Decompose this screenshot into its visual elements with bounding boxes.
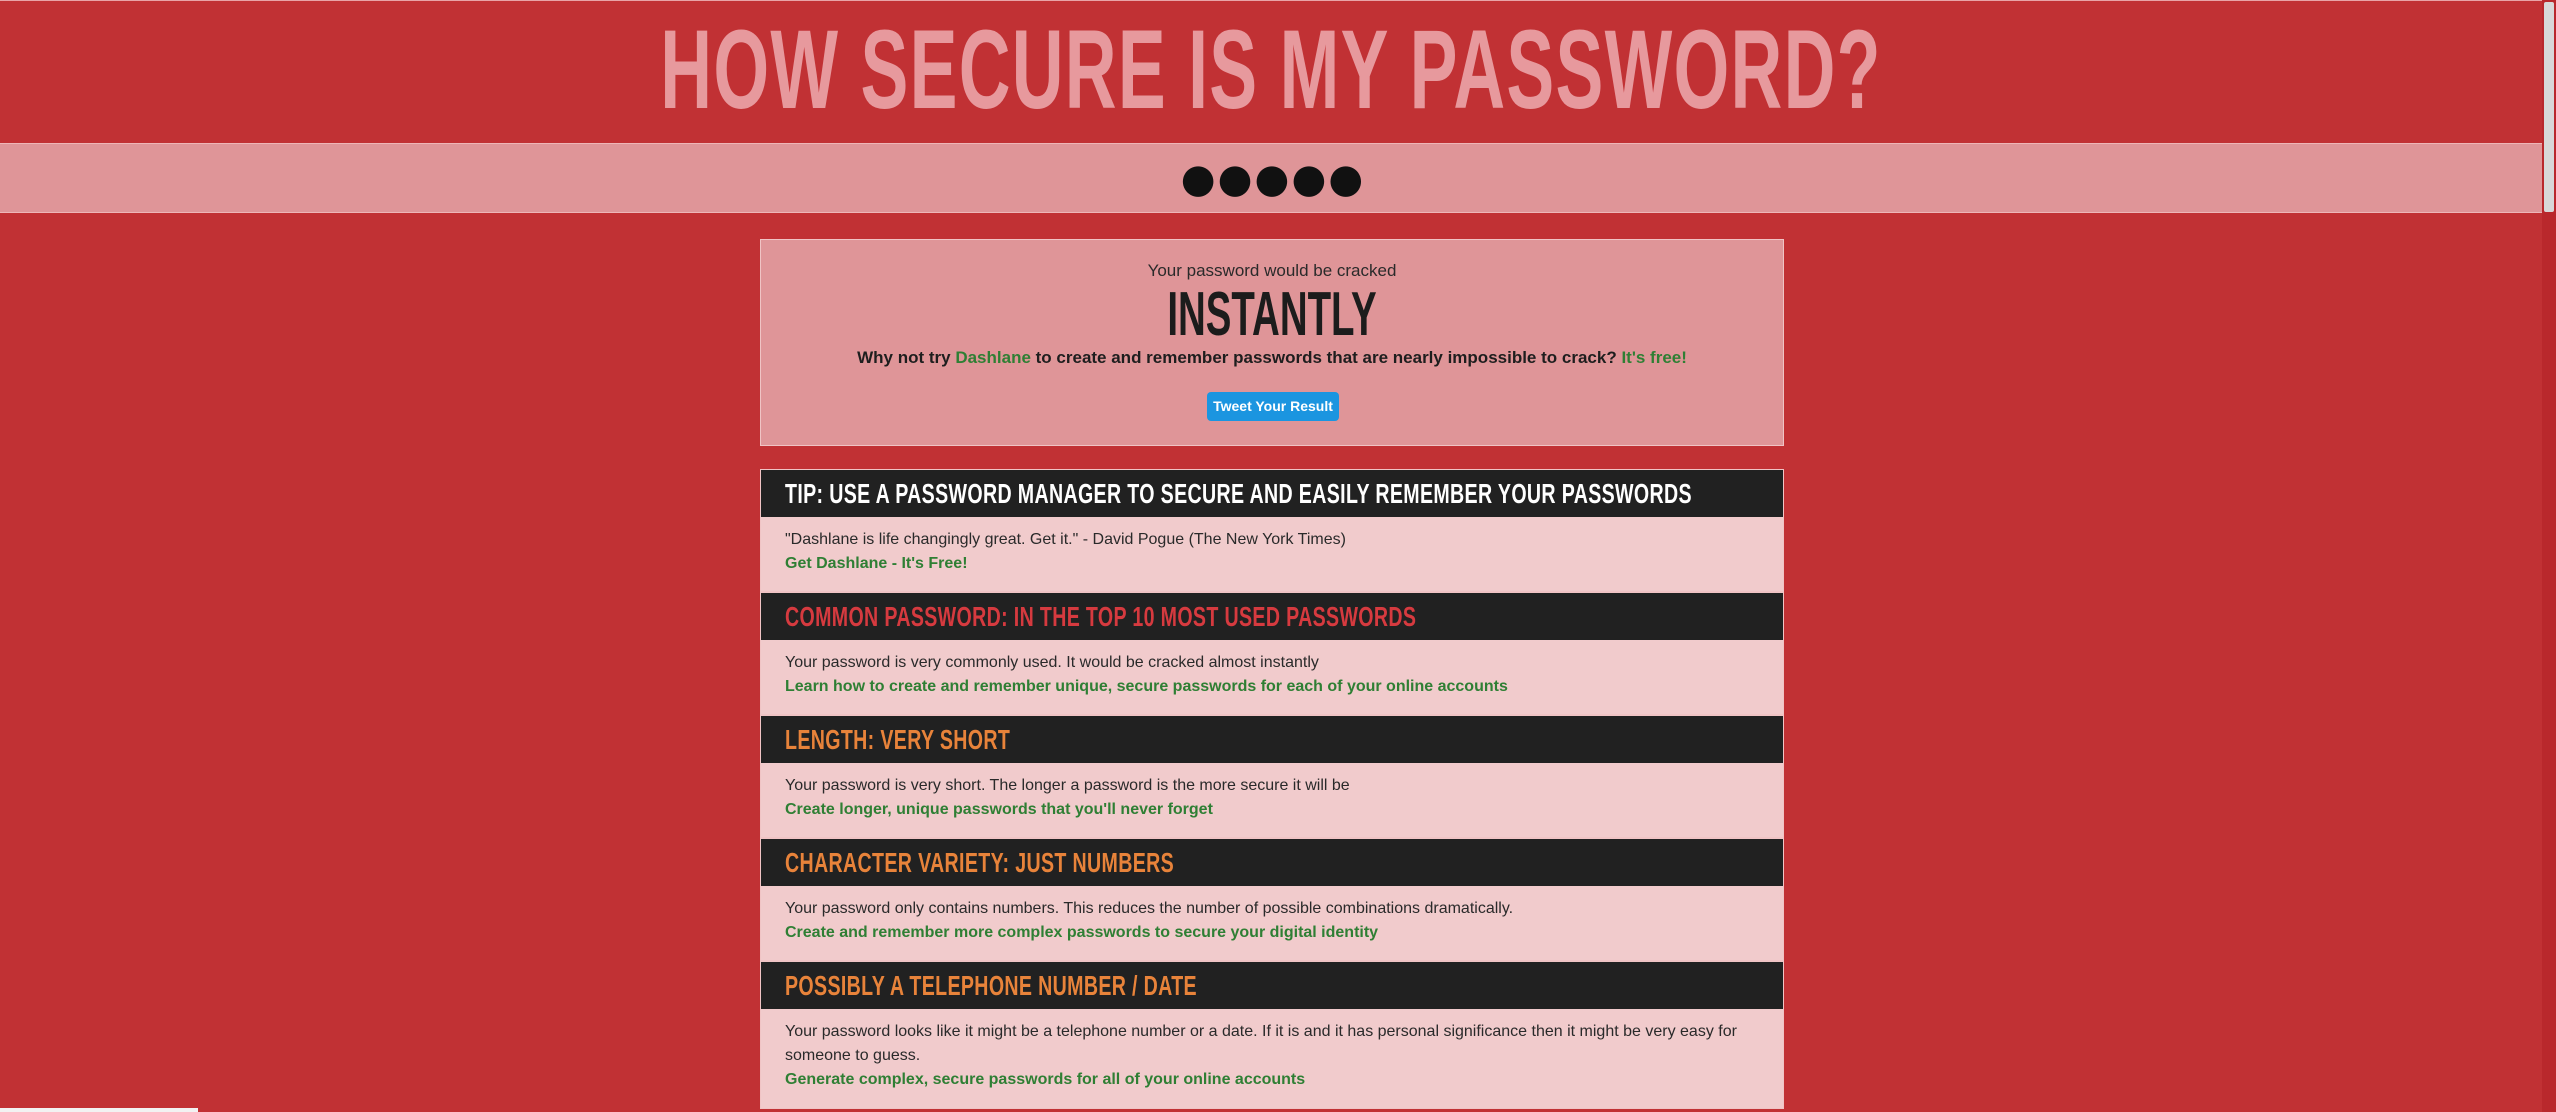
section-link[interactable]: Learn how to create and remember unique, secure passwords for each of your online accounts [785, 678, 1508, 695]
its-free-link[interactable]: It's free! [1621, 348, 1687, 367]
section-title: CHARACTER VARIETY: JUST NUMBERS [785, 847, 1175, 878]
result-line: Your password would be cracked [1147, 261, 1397, 280]
promo-text-middle: to create and remember passwords that are nearly impossible to crack? [1030, 348, 1622, 367]
section-header [760, 592, 1784, 640]
section-text: Your password is very commonly used. It would be cracked almost instantly [785, 654, 1319, 671]
promo-text-before: Why not try [857, 348, 956, 367]
result-box [760, 239, 1784, 446]
section-length [760, 715, 1784, 838]
crack-time: INSTANTLY [1167, 280, 1377, 349]
section-text: Your password is very short. The longer a password is the more secure it will be [785, 777, 1350, 794]
section-title: TIP: USE A PASSWORD MANAGER TO SECURE AND EASILY REMEMBER YOUR PASSWORDS [785, 478, 1692, 509]
section-link[interactable]: Create longer, unique passwords that you'll never forget [785, 801, 1213, 818]
section-common-password [760, 592, 1784, 715]
promo-line [761, 348, 1783, 368]
section-body [760, 763, 1784, 838]
section-text: "Dashlane is life changingly great. Get it." - David Pogue (The New York Times) [785, 531, 1346, 548]
section-title: LENGTH: VERY SHORT [785, 724, 1011, 755]
section-body [760, 1009, 1784, 1109]
section-character-variety [760, 838, 1784, 961]
section-body [760, 886, 1784, 961]
dashlane-link[interactable]: Dashlane [955, 348, 1031, 367]
section-header [760, 469, 1784, 517]
section-link[interactable]: Get Dashlane - It's Free! [785, 555, 968, 572]
section-telephone-date [760, 961, 1784, 1109]
section-body [760, 517, 1784, 592]
page-title: HOW SECURE IS MY PASSWORD? [660, 7, 1882, 132]
section-body [760, 640, 1784, 715]
section-link[interactable]: Generate complex, secure passwords for all of your online accounts [785, 1071, 1306, 1088]
section-tip [760, 469, 1784, 592]
section-header [760, 961, 1784, 1009]
section-link[interactable]: Create and remember more complex passwords to secure your digital identity [785, 924, 1379, 941]
scrollbar-thumb[interactable] [2544, 2, 2554, 212]
bottom-edge-line [0, 1108, 198, 1112]
section-header [760, 838, 1784, 886]
scrollbar[interactable] [2542, 0, 2556, 1112]
password-bar [0, 143, 2542, 213]
section-text: Your password looks like it might be a telephone number or a date. If it is and it has personal significance then it might be very easy for someone to guess. [785, 1023, 1737, 1064]
section-header [760, 715, 1784, 763]
top-edge-line [0, 0, 2542, 1]
section-title: POSSIBLY A TELEPHONE NUMBER / DATE [785, 970, 1197, 1001]
section-text: Your password only contains numbers. This reduces the number of possible combinations dramatically. [785, 900, 1514, 917]
tweet-result-button[interactable]: Tweet Your Result [1207, 392, 1339, 421]
section-title: COMMON PASSWORD: IN THE TOP 10 MOST USED PASSWORDS [785, 601, 1417, 632]
password-input[interactable] [971, 152, 1575, 206]
